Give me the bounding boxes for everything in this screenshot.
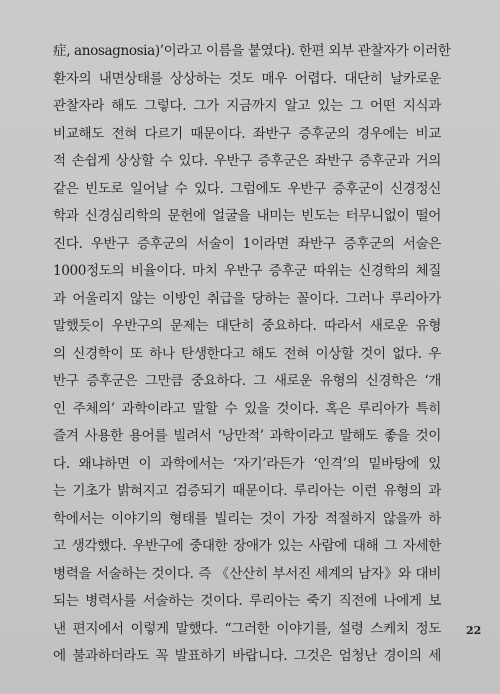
text-line: 의 신경학이 또 하나 탄생한다고 해도 전혀 이상할 것이 없다. 우 [53, 345, 441, 362]
text-line: 즐겨 사용한 용어를 빌려서 ‘낭만적’ 과학이라고 말해도 좋을 것이 [53, 428, 441, 444]
text-line: 에 불과하더라도 꼭 발표하기 바랍니다. 그것은 엄청난 경이의 세 [53, 648, 441, 664]
text-line: 낸 편지에서 이렇게 말했다. “그러한 이야기를, 설령 스케치 정도 [53, 620, 441, 637]
text-line: 과 어울리지 않는 이방인 취급을 당하는 꼴이다. 그러나 루리아가 [53, 290, 441, 307]
text-line: 병력을 서술하는 것이다. 즉 《산산히 부서진 세계의 남자》와 대비 [53, 565, 441, 582]
text-line: 비교해도 전혀 다르기 때문이다. 좌반구 증후군의 경우에는 비교 [53, 125, 441, 142]
text-line: 말했듯이 우반구의 문제는 대단히 중요하다. 따라서 새로운 유형 [53, 318, 441, 334]
text-line: 학과 신경심리학의 문헌에 얼굴을 내미는 빈도는 터무니없이 떨어 [53, 208, 441, 224]
text-line: 환자의 내면상태를 상상하는 것도 매우 어렵다. 대단히 날카로운 [53, 70, 441, 87]
text-line: 같은 빈도로 일어날 수 있다. 그럼에도 우반구 증후군이 신경정신 [53, 180, 441, 197]
text-line: 는 기초가 밝혀지고 검증되기 때문이다. 루리아는 이런 유형의 과 [53, 483, 441, 499]
text-line: 고 생각했다. 우반구에 중대한 장애가 있는 사람에 대해 그 자세한 [53, 538, 441, 554]
text-line: 관찰자라 해도 그렇다. 그가 지금까지 알고 있는 그 어떤 지식과 [53, 98, 441, 114]
text-line: 1000정도의 비율이다. 마치 우반구 증후군 따위는 신경학의 체질 [53, 263, 441, 279]
page-number: 22 [466, 624, 482, 637]
text-line: 학에서는 이야기의 형태를 빌리는 것이 가장 적절하지 않을까 하 [53, 510, 441, 527]
text-line: 다. 왜냐하면 이 과학에서는 ‘자기’라든가 ‘인격’의 밑바탕에 있 [53, 455, 441, 472]
text-line: 인 주체의’ 과학이라고 말할 수 있을 것이다. 혹은 루리아가 특히 [53, 400, 441, 417]
text-line: 반구 증후군은 그만큼 중요하다. 그 새로운 유형의 신경학은 ‘개 [53, 373, 441, 389]
text-line: 症, anosagnosia)’이라고 이름을 붙였다). 한편 외부 관찰자가 이러한 [53, 43, 451, 59]
body-text [53, 38, 451, 671]
text-line: 진다. 우반구 증후군의 서술이 1이라면 좌반구 증후군의 서술은 [53, 235, 441, 252]
text-line: 적 손쉽게 상상할 수 있다. 우반구 증후군은 좌반구 증후군과 거의 [53, 153, 441, 169]
text-line: 되는 병력사를 서술하는 것이다. 루리아는 죽기 직전에 나에게 보 [53, 593, 441, 609]
